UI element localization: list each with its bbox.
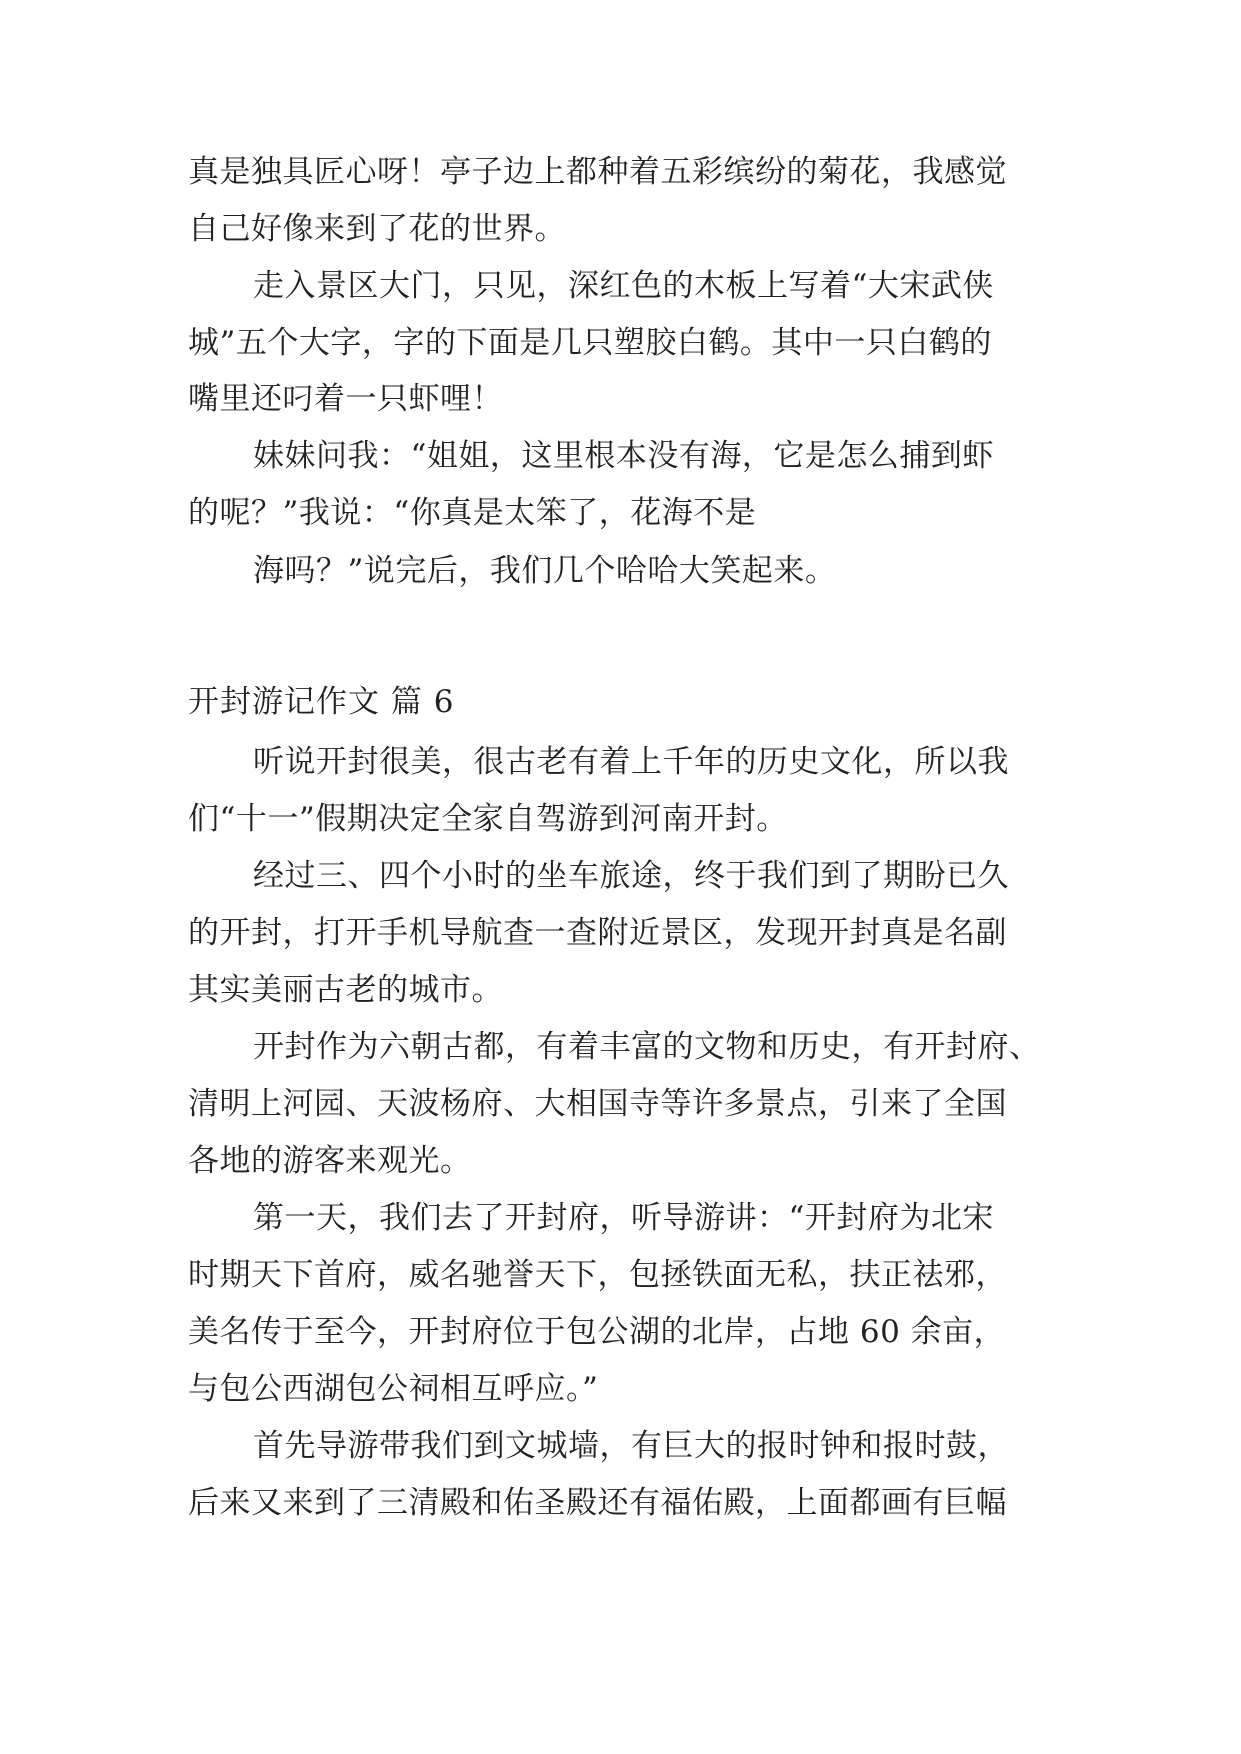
section-title: 开封游记作文 篇 6 (188, 684, 455, 720)
text-line: 其实美丽古老的城市。 (188, 972, 503, 1008)
text-line: 自己好像来到了花的世界。 (188, 211, 566, 247)
text-line: 清明上河园、天波杨府、大相国寺等许多景点，引来了全国 (188, 1086, 1007, 1122)
text-line: 们“十一”假期决定全家自驾游到河南开封。 (188, 801, 788, 837)
text-line: 时期天下首府，威名驰誉天下，包拯铁面无私，扶正祛邪， (188, 1257, 1007, 1293)
paragraph-start: 海吗？”说完后，我们几个哈哈大笑起来。 (253, 553, 837, 589)
paragraph-start: 妹妹问我：“姐姐，这里根本没有海，它是怎么捕到虾 (253, 438, 994, 474)
text-line: 后来又来到了三清殿和佑圣殿还有福佑殿，上面都画有巨幅 (188, 1485, 1007, 1521)
text-line: 与包公西湖包公祠相互呼应。” (188, 1371, 599, 1407)
text-line: 美名传于至今，开封府位于包公湖的北岸，占地 60 余亩， (188, 1314, 1006, 1350)
text-line: 各地的游客来观光。 (188, 1143, 472, 1179)
paragraph-start: 经过三、四个小时的坐车旅途，终于我们到了期盼已久 (253, 858, 1009, 894)
text-line: 的呢？”我说：“你真是太笨了，花海不是 (188, 495, 757, 531)
paragraph-start: 开封作为六朝古都，有着丰富的文物和历史，有开封府、 (253, 1029, 1041, 1065)
paragraph-start: 首先导游带我们到文城墙，有巨大的报时钟和报时鼓， (253, 1428, 1009, 1464)
text-line: 真是独具匠心呀！亭子边上都种着五彩缤纷的菊花，我感觉 (188, 154, 1007, 190)
paragraph-start: 走入景区大门，只见，深红色的木板上写着“大宋武侠 (253, 268, 994, 304)
text-line: 的开封，打开手机导航查一查附近景区，发现开封真是名副 (188, 915, 1007, 951)
text-line: 嘴里还叼着一只虾哩！ (188, 381, 503, 417)
text-line: 城”五个大字，字的下面是几只塑胶白鹤。其中一只白鹤的 (188, 325, 992, 361)
paragraph-start: 听说开封很美，很古老有着上千年的历史文化，所以我 (253, 744, 1009, 780)
paragraph-start: 第一天，我们去了开封府，听导游讲：“开封府为北宋 (253, 1200, 994, 1236)
